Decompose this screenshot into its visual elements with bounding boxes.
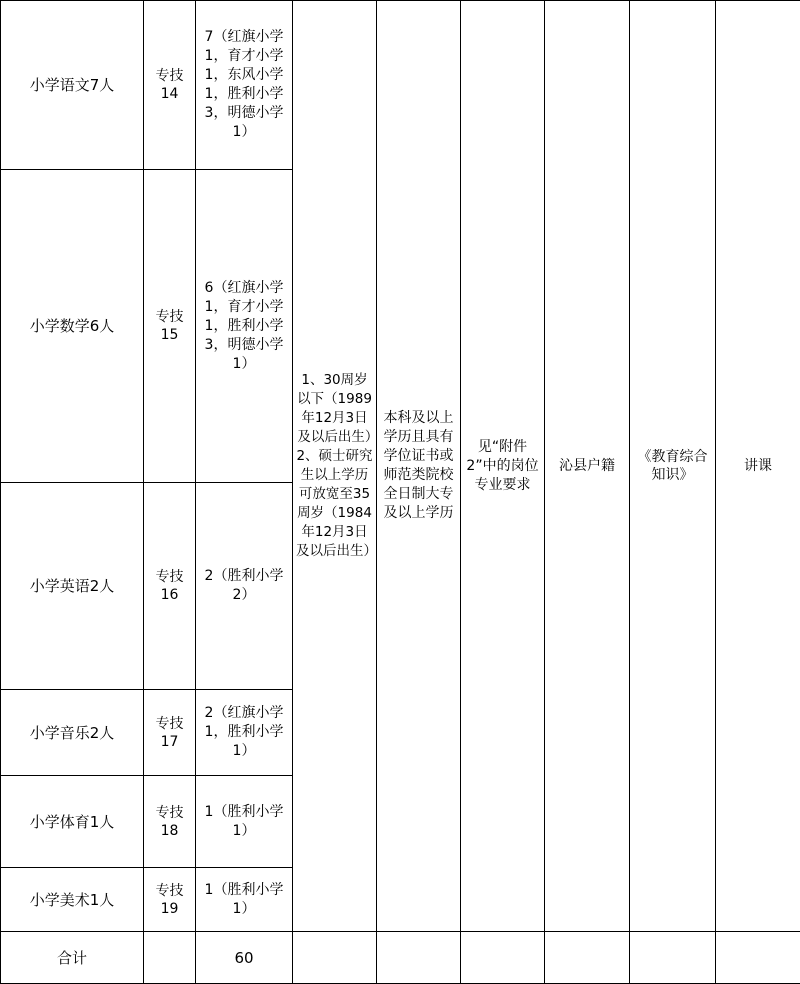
household-requirement-cell: 沁县户籍 xyxy=(545,1,630,932)
distribution-cell: 7（红旗小学1，育才小学1，东风小学1，胜利小学3，明德小学1） xyxy=(196,1,293,170)
major-requirement-cell: 见“附件2”中的岗位专业要求 xyxy=(461,1,545,932)
empty-cell xyxy=(144,932,196,984)
empty-cell xyxy=(293,932,377,984)
post-code-cell xyxy=(144,868,196,932)
empty-cell xyxy=(461,932,545,984)
post-name-cell: 小学数学6人 xyxy=(1,170,144,483)
post-name-cell: 小学体育1人 xyxy=(1,776,144,868)
distribution-cell: 2（胜利小学2） xyxy=(196,483,293,690)
distribution-cell: 6（红旗小学1，育才小学1，胜利小学3，明德小学1） xyxy=(196,170,293,483)
post-code-cell xyxy=(144,776,196,868)
written-exam-cell: 《教育综合知识》 xyxy=(630,1,716,932)
total-row xyxy=(1,932,800,984)
post-code-number: 19 xyxy=(147,900,192,918)
interview-cell: 讲课 xyxy=(716,1,800,932)
total-label-cell: 合计 xyxy=(1,932,144,984)
table-row xyxy=(1,1,800,170)
post-code-type: 专技 xyxy=(147,308,192,326)
post-code-number: 17 xyxy=(147,733,192,751)
post-name-cell: 小学英语2人 xyxy=(1,483,144,690)
post-code-cell xyxy=(144,483,196,690)
empty-cell xyxy=(716,932,800,984)
post-code-number: 15 xyxy=(147,326,192,344)
post-code-type: 专技 xyxy=(147,715,192,733)
post-code-type: 专技 xyxy=(147,568,192,586)
age-requirement-cell: 1、30周岁以下（1989年12月3日及以后出生）2、硕士研究生以上学历可放宽至35周岁（1984年12月3日及以后出生） xyxy=(293,1,377,932)
post-name-cell: 小学音乐2人 xyxy=(1,690,144,776)
distribution-cell: 2（红旗小学1，胜利小学1） xyxy=(196,690,293,776)
post-code-number: 16 xyxy=(147,586,192,604)
post-code-cell xyxy=(144,170,196,483)
post-code-type: 专技 xyxy=(147,882,192,900)
post-code-number: 18 xyxy=(147,822,192,840)
empty-cell xyxy=(545,932,630,984)
distribution-cell: 1（胜利小学1） xyxy=(196,776,293,868)
post-code-type: 专技 xyxy=(147,804,192,822)
post-code-type: 专技 xyxy=(147,67,192,85)
post-code-cell xyxy=(144,690,196,776)
post-name-cell: 小学美术1人 xyxy=(1,868,144,932)
empty-cell xyxy=(630,932,716,984)
post-name-cell: 小学语文7人 xyxy=(1,1,144,170)
post-code-number: 14 xyxy=(147,85,192,103)
empty-cell xyxy=(377,932,461,984)
post-code-cell xyxy=(144,1,196,170)
total-value-cell: 60 xyxy=(196,932,293,984)
education-requirement-cell: 本科及以上学历且具有学位证书或师范类院校全日制大专及以上学历 xyxy=(377,1,461,932)
distribution-cell: 1（胜利小学1） xyxy=(196,868,293,932)
